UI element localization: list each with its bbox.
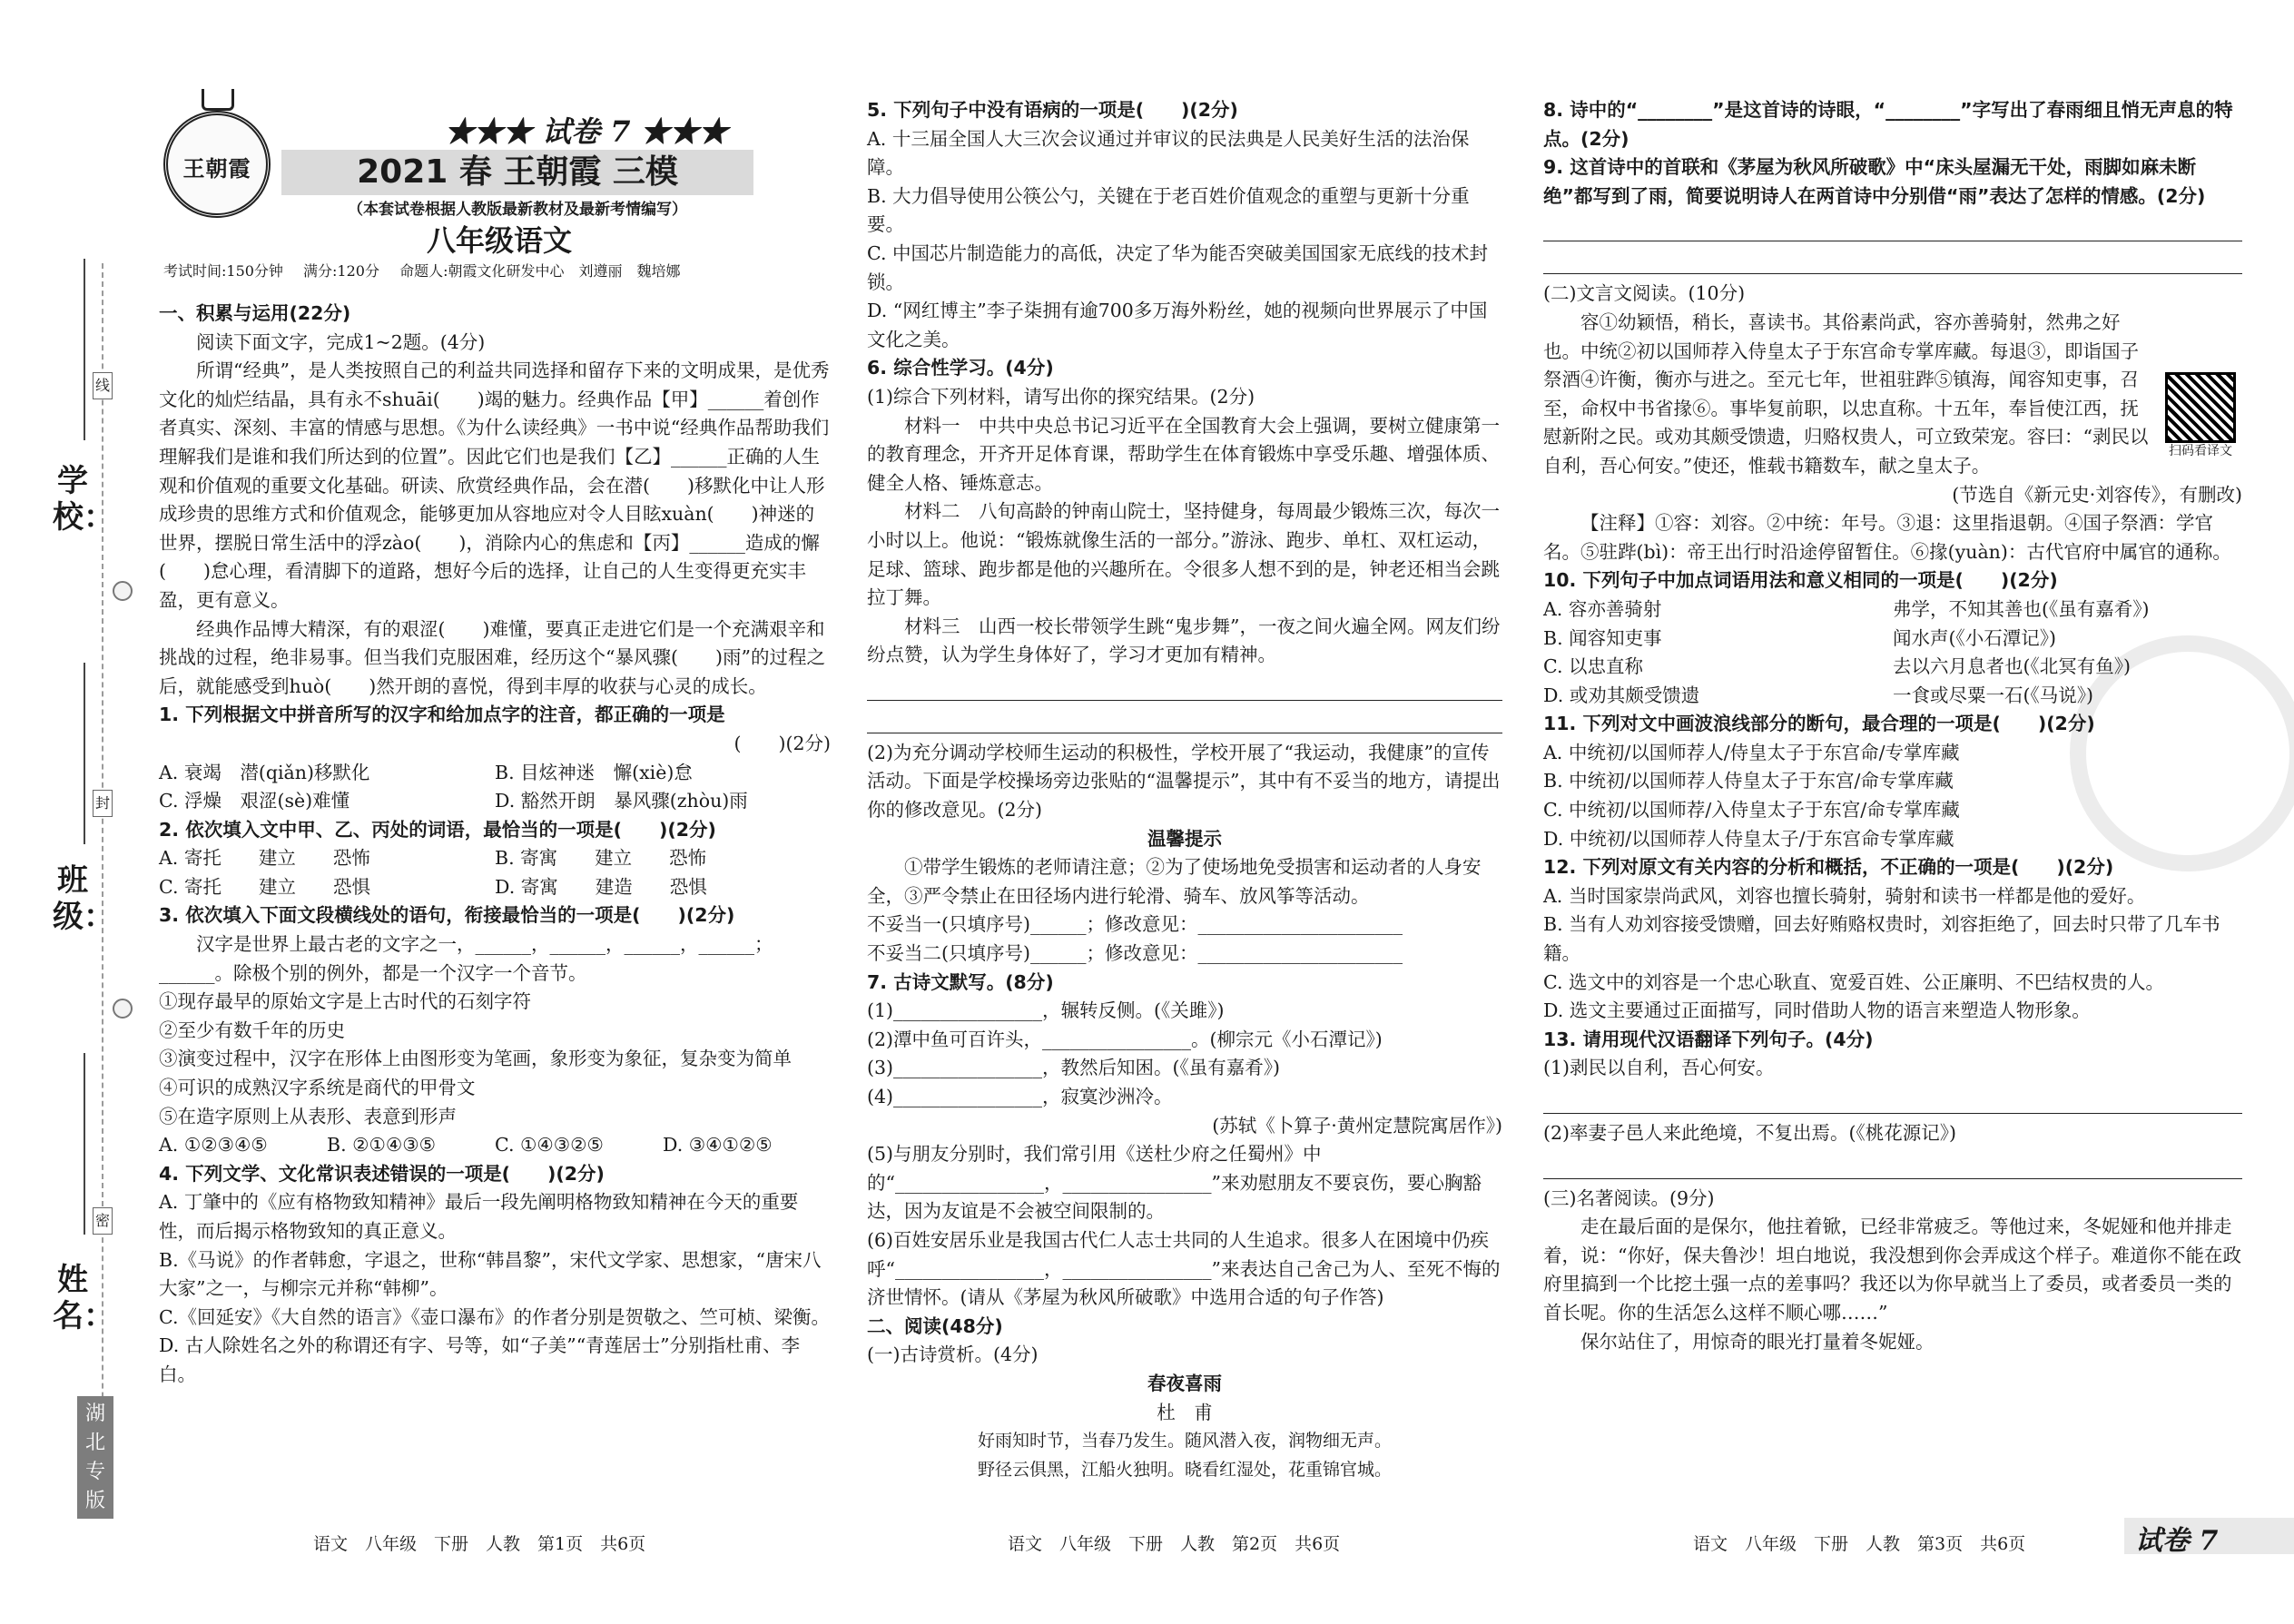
source-citation: (苏轼《卜算子·黄州定慧院寓居作》)	[1212, 1114, 1502, 1137]
exam-meta	[163, 260, 835, 281]
qr-block[interactable]	[2159, 372, 2242, 481]
question-13	[1543, 1026, 2242, 1055]
sub-question: (6)百姓安居乐业是我国古代仁人志士共同的人生追求。很多人在困境中仍疾呼“________________，________________”来表达自己舍己为人、至死不悔的济世情怀。(请从《茅屋为秋风所破歌》中选用合适的句子作答)	[867, 1228, 1501, 1309]
option: C. 以忠直称	[1543, 655, 1643, 678]
sub-question: (3)________________，教然后知困。(《虽有嘉肴》)	[867, 1057, 1281, 1079]
classical-passage: 容①幼颖悟，稍长，喜读书。其俗素尚武，容亦善骑射，然弗之好也。中统②初以国师荐入侍皇太子于东宫命专掌库藏。每退③，即诣国子祭酒④许衡，衡亦与进之。至元七年，世祖驻跸⑤镇海，闻容知吏事，召至，命权中书省掾⑥。事毕复前职，以忠直称。十五年，奉旨使江西，抚慰新附之民。或劝其颇受馈遗，归赂权贵人，可立致荣宠。容曰：“剥民以自利，吾心何安。”使还，惟载书籍数车，献之皇太子。	[1543, 310, 2149, 477]
exam-time: 考试时间:150分钟	[163, 262, 283, 280]
notice-title: 温馨提示	[1147, 827, 1222, 850]
option-compare: 闻水声(《小石潭记》)	[1893, 626, 2056, 649]
question-7	[867, 969, 1502, 998]
options-row	[159, 873, 831, 902]
question-stem: 2. 依次填入文中甲、乙、丙处的词语，最恰当的一项是( )(2分)	[159, 818, 716, 841]
sub-question: (1)剥民以自利，吾心何安。	[1543, 1057, 1775, 1079]
class-label: 班级：	[53, 862, 114, 935]
list-item: ③演变过程中，汉字在形体上由图形变为笔画，象形变为象征，复杂变为简单	[159, 1048, 792, 1070]
option: A. 中统初/以国师荐人/侍皇太子于东宫命/专掌库藏	[1543, 741, 1960, 763]
subsection-heading: (二)文言文阅读。(10分)	[1543, 282, 1746, 305]
sub-question: (1)综合下列材料，请写出你的探究结果。(2分)	[867, 385, 1255, 408]
passage-paragraph: 所谓“经典”，是人类按照自己的利益共同选择和留存下来的文明成果，是优秀文化的灿烂结晶，具有永不shuāi( )竭的魅力。经典作品【甲】______着创作者真实、深刻、丰富的情感与思想。《为什么读经典》一书中说“经典作品帮助我们理解我们是谁和我们所达到的位置”。因此它们也是我们【乙】______正确的人生观和价值观的重要文化基础。研读、欣赏经典作品，会在潜( )移默化中让人形成珍贵的思维方式和价值观念，能够更加从容地应对令人目眩xuàn( )神迷的世界，摆脱日常生活中的浮zào( )，消除内心的焦虑和【丙】______造成的懈( )怠心理，看清脚下的道路，想好今后的选择，让自己的人生变得更充实丰盈，更有意义。	[159, 359, 830, 611]
page-footer: 语文 八年级 下册 人教 第2页 共6页	[1008, 1534, 1341, 1554]
question-4	[159, 1160, 831, 1189]
option: D. 中统初/以国师荐人侍皇太子/于东宫命专掌库藏	[1543, 827, 1954, 850]
option: D. “网红博主”李子柒拥有逾700多万海外粉丝，她的视频向世界展示了中国文化之美。	[867, 300, 1488, 350]
answer-line[interactable]	[1543, 214, 2242, 241]
classical-passage-block	[1543, 309, 2242, 481]
option: C.《回延安》《大自然的语言》《壶口瀑布》的作者分别是贺敬之、竺可桢、梁衡。	[159, 1305, 830, 1328]
option: C. 中国芯片制造能力的高低，决定了华为能否突破美国国家无底线的技术封锁。	[867, 241, 1488, 293]
novel-excerpt: 保尔站住了，用惊奇的眼光打量着冬妮娅。	[1580, 1330, 1935, 1353]
options-row	[1543, 682, 2242, 711]
page-footer: 语文 八年级 下册 人教 第3页 共6页	[1693, 1534, 2026, 1554]
material-2: 材料二 八旬高龄的钟南山院士，坚持健身，每周最少锻炼三次，每次一小时以上。他说：“锻炼就像生活的一部分。”游泳、跑步、单杠、双杠运动，足球、篮球、跑步都是他的兴趣所在。令很多人想不到的是，钟老还相当会跳拉丁舞。	[867, 500, 1500, 609]
edition-note: （本套试卷根据人教版最新教材及最新考情编写）	[348, 201, 687, 219]
option-compare: 一食或尽粟一石(《马说》)	[1893, 684, 2093, 706]
material-1: 材料一 中共中央总书记习近平在全国教育大会上强调，要树立健康第一的教育理念，开齐开足体育课，帮助学生在体育锻炼中享受乐趣、增强体质、健全人格、锤炼意志。	[867, 414, 1500, 494]
option: B. 目炫神迷 懈(xiè)怠	[495, 761, 693, 783]
logo-text: 王朝霞	[182, 155, 251, 182]
question-12	[1543, 853, 2242, 882]
option: C. 选文中的刘容是一个忠心耿直、宽爱百姓、公正廉明、不巴结权贵的人。	[1543, 970, 2164, 993]
answer-line[interactable]	[1543, 247, 2242, 274]
option: D. 或劝其颇受馈遗	[1543, 684, 1700, 706]
option: B.《马说》的作者韩愈，字退之，世称“韩昌黎”，宋代文学家、思想家，“唐宋八大家”之一，与柳宗元并称“韩柳”。	[159, 1248, 822, 1300]
material-3: 材料三 山西一校长带领学生跳“鬼步舞”，一夜之间火遍全网。网友们纷纷点赞，认为学生身体好了，学习才更加有精神。	[867, 615, 1501, 666]
option: B. 中统初/以国师荐人侍皇太子于东宫/命专掌库藏	[1543, 770, 1954, 792]
answer-line[interactable]	[867, 706, 1502, 733]
school-label: 学校：	[53, 463, 114, 536]
answer-line[interactable]	[1543, 1152, 2242, 1179]
section-heading: 一、积累与运用(22分)	[159, 302, 351, 324]
question-stem: 1. 下列根据文中拼音所写的汉字和给加点字的注音，都正确的一项是	[159, 704, 725, 726]
question-stem: 8. 诗中的“________”是这首诗的诗眼，“________”字写出了春雨细且悄无声息的特点。(2分)	[1543, 99, 2233, 150]
question-stem: 12. 下列对原文有关内容的分析和概括，不正确的一项是( )(2分)	[1543, 856, 2114, 879]
options-row	[1543, 653, 2242, 682]
binding-hole-icon	[113, 999, 133, 1019]
column-1	[159, 300, 831, 1390]
option: B. 大力倡导使用公筷公勺，关键在于老百姓价值观念的重塑与更新十分重要。	[867, 184, 1470, 236]
crown-icon	[202, 89, 234, 111]
sub-question: (2)为充分调动学校师生运动的积极性，学校开展了“我运动，我健康”的宣传活动。下面是学校操场旁边张贴的“温馨提示”，其中有不妥当的地方，请提出你的修改意见。(2分)	[867, 741, 1501, 822]
page-title: 2021 春 王朝霞 三模	[357, 153, 678, 191]
binding-margin	[0, 0, 159, 1624]
qr-code-icon[interactable]	[2165, 372, 2236, 443]
seal-mark-line: 线	[93, 372, 113, 399]
question-text: 汉字是世界上最古老的文字之一，______，______，______，______；______。除极个别的例外，都是一个汉字一个音节。	[159, 933, 773, 984]
options-row	[1543, 595, 2242, 625]
option: B. 寄寓 建立 恐怖	[495, 847, 707, 870]
option: A. 容亦善骑射	[1543, 597, 1662, 620]
answer-line[interactable]	[1543, 1087, 2242, 1114]
poem-author: 杜 甫	[1157, 1401, 1213, 1423]
subsection-heading: (一)古诗赏析。(4分)	[867, 1343, 1039, 1366]
option: B. 闻容知吏事	[1543, 626, 1662, 649]
poem-line: 好雨知时节，当春乃发生。随风潜入夜，润物细无声。	[977, 1431, 1392, 1452]
subsection-heading: (三)名著阅读。(9分)	[1543, 1186, 1715, 1209]
question-5	[867, 96, 1502, 125]
options-row	[159, 759, 831, 788]
class-blank-line	[84, 663, 85, 844]
question-stem: 6. 综合性学习。(4分)	[867, 357, 1054, 379]
question-2	[159, 816, 831, 845]
notice-body: ①带学生锻炼的老师请注意；②为了使场地免受损害和运动者的人身安全，③严令禁止在田径场内进行轮滑、骑车、放风筝等活动。	[867, 856, 1482, 907]
question-10	[1543, 566, 2242, 595]
question-stem: 4. 下列文学、文化常识表述错误的一项是( )(2分)	[159, 1162, 605, 1185]
options-row	[159, 787, 831, 816]
question-stem: 11. 下列对文中画波浪线部分的断句，最合理的一项是( )(2分)	[1543, 713, 2095, 735]
school-blank-line	[84, 259, 85, 440]
exam-score: 满分:120分	[303, 262, 379, 280]
option: D. 豁然开朗 暴风骤(zhòu)雨	[495, 790, 748, 812]
name-label: 姓名：	[53, 1262, 114, 1334]
option: D. ③④①②⑤	[663, 1134, 773, 1156]
sub-question: (2)率妻子邑人来此绝境，不复出焉。(《桃花源记》)	[1543, 1122, 1957, 1144]
qr-label: 扫码看译文	[2169, 443, 2232, 458]
options-row	[159, 844, 831, 873]
list-item: ②至少有数千年的历史	[159, 1019, 345, 1041]
subject-title: 八年级语文	[426, 223, 572, 258]
options-row	[159, 1131, 831, 1160]
seal-mark-seal: 封	[93, 790, 113, 817]
option: A. 丁肇中的《应有格物致知精神》最后一段先阐明格物致知精神在今天的重要性，而后揭示格物致知的真正意义。	[159, 1191, 799, 1242]
answer-line[interactable]	[867, 674, 1502, 701]
page-footer: 语文 八年级 下册 人教 第1页 共6页	[313, 1534, 646, 1554]
reading-intro: 阅读下面文字，完成1~2题。(4分)	[196, 330, 486, 353]
option-compare: 去以六月息者也(《北冥有鱼》)	[1893, 655, 2131, 678]
question-9	[1543, 153, 2242, 211]
option: C. ①④③②⑤	[495, 1134, 604, 1156]
answer-prompt: 不妥当二(只填序号)______；修改意见：______________________	[867, 942, 1403, 965]
question-3	[159, 901, 831, 930]
question-stem: 13. 请用现代汉语翻译下列句子。(4分)	[1543, 1028, 1874, 1050]
column-2	[867, 96, 1502, 1484]
binding-hole-icon	[113, 581, 133, 601]
sub-question: (5)与朋友分别时，我们常引用《送杜少府之任蜀州》中的“________________，________________”来劝慰朋友不要哀伤，要心胸豁达，因为友谊是不会被空间限制的。	[867, 1143, 1482, 1223]
question-stem: 10. 下列句子中加点词语用法和意义相同的一项是( )(2分)	[1543, 569, 2058, 592]
column-3	[1543, 96, 2242, 1356]
annotations: 【注释】①容：刘容。②中统：年号。③退：这里指退朝。④国子祭酒：学官名。⑤驻跸(bì)：帝王出行时沿途停留暂住。⑥掾(yuàn)：古代官府中属官的通称。	[1543, 512, 2231, 563]
section-heading: 二、阅读(48分)	[867, 1314, 1003, 1337]
option: A. ①②③④⑤	[159, 1134, 268, 1156]
option: A. 寄托 建立 恐怖	[159, 847, 370, 870]
option: A. 十三届全国人大三次会议通过并审议的民法典是人民美好生活的法治保障。	[867, 127, 1470, 179]
list-item: ①现存最早的原始文字是上古时代的石刻字符	[159, 990, 531, 1013]
poem-line: 野径云俱黑，江船火独明。晓看红湿处，花重锦官城。	[977, 1459, 1392, 1480]
question-stem: 3. 依次填入下面文段横线处的语句，衔接最恰当的一项是( )(2分)	[159, 904, 735, 927]
sub-question: (4)________________，寂寞沙洲冷。	[867, 1086, 1173, 1107]
footer-paper-tag: 试卷 7	[2135, 1525, 2219, 1557]
question-8	[1543, 96, 2242, 153]
option: C. 浮燥 艰涩(sè)难懂	[159, 790, 350, 812]
exam-author: 命题人:朝霞文化研发中心 刘遵丽 魏培娜	[399, 262, 681, 280]
option: C. 中统初/以国师荐/入侍皇太子于东宫/命专掌库藏	[1543, 799, 1960, 822]
sub-question: (2)潭中鱼可百许头，________________。(柳宗元《小石潭记》)	[867, 1028, 1383, 1050]
answer-prompt: 不妥当一(只填序号)______；修改意见：______________________	[867, 913, 1403, 936]
option: B. 当有人劝刘容接受馈赠，回去好贿赂权贵时，刘容拒绝了，回去时只带了几车书籍。	[1543, 913, 2220, 965]
name-blank-line	[84, 1053, 85, 1235]
option: A. 衰竭 潜(qiǎn)移默化	[159, 761, 370, 783]
option: D. 选文主要通过正面描写，同时借助人物的语言来塑造人物形象。	[1543, 999, 2091, 1022]
option-compare: 弗学，不知其善也(《虽有嘉肴》)	[1893, 597, 2150, 620]
options-row	[1543, 625, 2242, 654]
option: B. ②①④③⑤	[327, 1134, 436, 1156]
option: C. 寄托 建立 恐惧	[159, 875, 370, 898]
list-item: ④可识的成熟汉字系统是商代的甲骨文	[159, 1077, 476, 1099]
list-item: ⑤在造字原则上从表形、表意到形声	[159, 1105, 457, 1127]
paper-number: ★★★ 试卷 7 ★★★	[445, 114, 728, 149]
novel-excerpt: 走在最后面的是保尔，他拄着锨，已经非常疲乏。等他过来，冬妮娅和他并排走着，说：“你好，保夫鲁沙！坦白地说，我没想到你会弄成这个样子。难道你不能在政府里搞到一个比挖土强一点的差事吗？我还以为你早就当上了委员，或者委员一类的首长呢。你的生活怎么这样不顺心哪……”	[1543, 1216, 2241, 1324]
region-badge: 湖北专版	[77, 1396, 113, 1519]
seal-mark-secret: 密	[93, 1207, 113, 1235]
question-stem: 5. 下列句子中没有语病的一项是( )(2分)	[867, 99, 1238, 121]
question-11	[1543, 710, 2242, 739]
question-6	[867, 354, 1502, 383]
poem-title: 春夜喜雨	[1147, 1372, 1222, 1394]
question-1	[159, 701, 831, 730]
question-stem: 9. 这首诗中的首联和《茅屋为秋风所破歌》中“床头屋漏无干处，雨脚如麻未断绝”都写到了雨，简要说明诗人在两首诗中分别借“雨”表达了怎样的情感。(2分)	[1543, 156, 2206, 207]
passage-paragraph: 经典作品博大精深，有的艰涩( )难懂，要真正走进它们是一个充满艰辛和挑战的过程，绝非易事。但当我们克服困难，经历这个“暴风骤( )雨”的过程之后，就能感受到huò( )然开朗的喜悦，得到丰厚的收获与心灵的成长。	[159, 617, 825, 697]
option: D. 古人除姓名之外的称谓还有字、号等，如“子美”“青莲居士”分别指杜甫、李白。	[159, 1334, 801, 1385]
answer-bracket: ( )(2分)	[733, 732, 831, 754]
source-citation: (节选自《新元史·刘容传》，有删改)	[1952, 483, 2242, 506]
question-stem: 7. 古诗文默写。(8分)	[867, 970, 1054, 993]
option: D. 寄寓 建造 恐惧	[495, 875, 707, 898]
sub-question: (1)________________，辗转反侧。(《关雎》)	[867, 999, 1225, 1022]
option: A. 当时国家崇尚武风，刘容也擅长骑射，骑射和读书一样都是他的爱好。	[1543, 884, 2146, 907]
